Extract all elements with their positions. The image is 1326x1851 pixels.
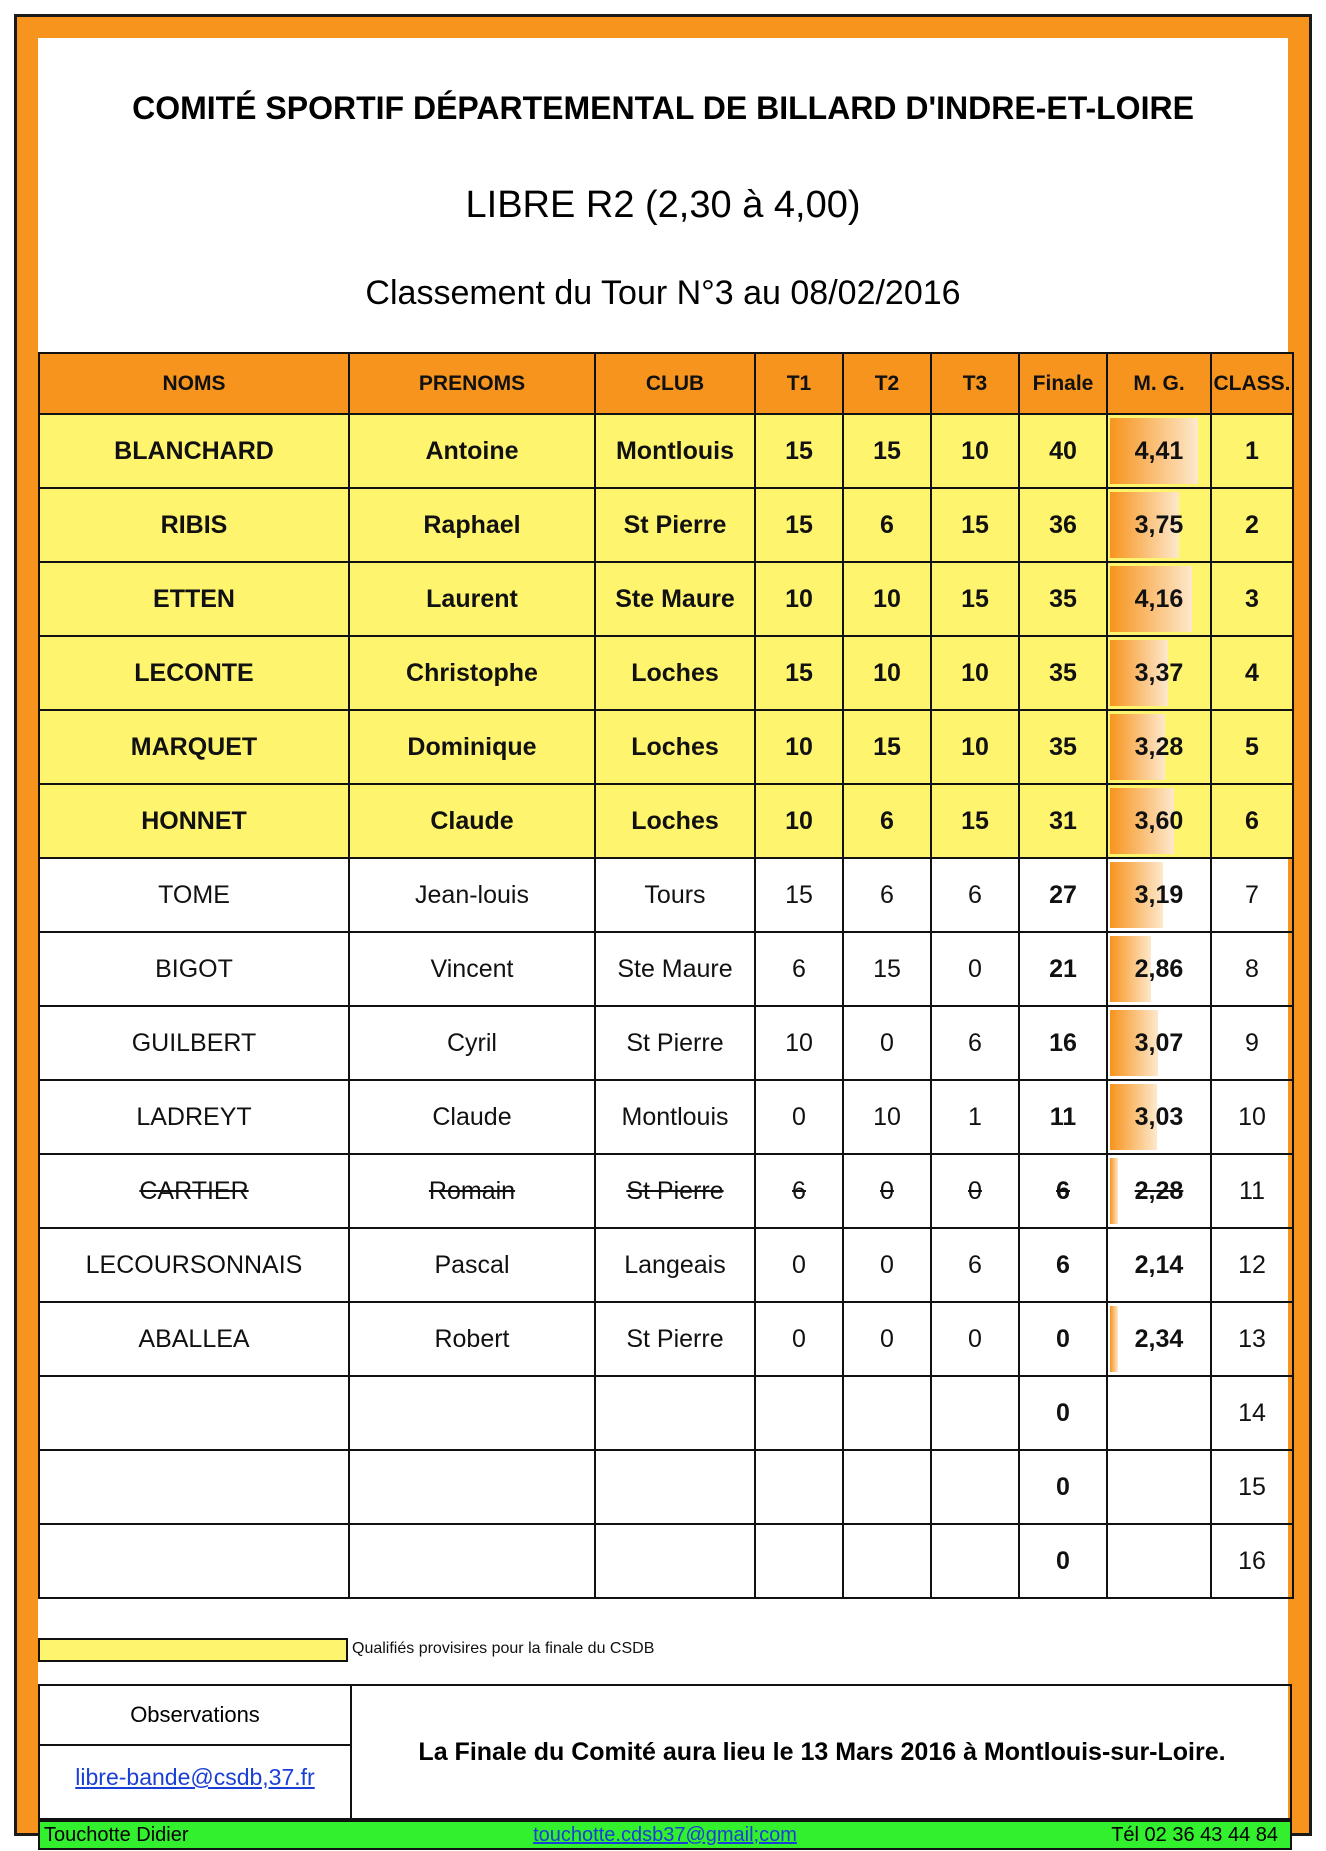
cell-finale: 27	[1019, 858, 1107, 932]
cell-t1: 10	[755, 784, 843, 858]
footer-name: Touchotte Didier	[44, 1824, 189, 1846]
cell-class: 9	[1211, 1006, 1293, 1080]
cell-club	[595, 1376, 755, 1450]
cell-class: 4	[1211, 636, 1293, 710]
table-row	[39, 1524, 1293, 1598]
cell-t1: 15	[755, 488, 843, 562]
cell-class: 3	[1211, 562, 1293, 636]
cell-mg	[1107, 784, 1211, 858]
cell-class: 13	[1211, 1302, 1293, 1376]
cell-t2: 0	[843, 1228, 931, 1302]
cell-nom: GUILBERT	[39, 1006, 349, 1080]
cell-nom: LECONTE	[39, 636, 349, 710]
cell-t3: 6	[931, 858, 1019, 932]
cell-club: Loches	[595, 784, 755, 858]
mg-value: 4,41	[1134, 436, 1184, 465]
cell-mg	[1107, 710, 1211, 784]
cell-class: 1	[1211, 414, 1293, 488]
observations-left	[40, 1686, 352, 1818]
cell-t1	[755, 1524, 843, 1598]
cell-finale: 0	[1019, 1450, 1107, 1524]
cell-finale: 16	[1019, 1006, 1107, 1080]
table-row	[39, 488, 1293, 562]
cell-club: Ste Maure	[595, 932, 755, 1006]
table-row	[39, 1450, 1293, 1524]
cell-mg	[1107, 1006, 1211, 1080]
cell-finale: 35	[1019, 636, 1107, 710]
col-header-mg: M. G.	[1107, 353, 1211, 414]
cell-mg	[1107, 1154, 1211, 1228]
cell-finale: 21	[1019, 932, 1107, 1006]
cell-t1	[755, 1450, 843, 1524]
mg-value: 4,16	[1134, 584, 1184, 613]
cell-t1: 6	[755, 932, 843, 1006]
cell-t2: 0	[843, 1006, 931, 1080]
cell-club: Loches	[595, 636, 755, 710]
mg-value: 3,07	[1134, 1028, 1184, 1057]
committee-title: COMITÉ SPORTIF DÉPARTEMENTAL DE BILLARD D'INDRE-ET-LOIRE	[132, 90, 1194, 126]
cell-class: 5	[1211, 710, 1293, 784]
cell-prenom: Vincent	[349, 932, 595, 1006]
cell-mg	[1107, 488, 1211, 562]
cell-t2: 6	[843, 858, 931, 932]
cell-finale: 35	[1019, 562, 1107, 636]
cell-club: Loches	[595, 710, 755, 784]
cell-club: St Pierre	[595, 488, 755, 562]
qualified-legend-text: Qualifiés provisires pour la finale du CSDB	[352, 1640, 655, 1657]
cell-finale: 6	[1019, 1228, 1107, 1302]
table-row	[39, 1228, 1293, 1302]
cell-t2	[843, 1376, 931, 1450]
footer-bar	[38, 1820, 1292, 1850]
cell-t1: 10	[755, 562, 843, 636]
table-row	[39, 1302, 1293, 1376]
mg-value: 3,60	[1134, 806, 1184, 835]
cell-t3	[931, 1524, 1019, 1598]
cell-mg	[1107, 562, 1211, 636]
col-header-finale: Finale	[1019, 353, 1107, 414]
category-title: LIBRE R2 (2,30 à 4,00)	[465, 184, 861, 226]
cell-nom: TOME	[39, 858, 349, 932]
cell-club: St Pierre	[595, 1006, 755, 1080]
cell-nom: BIGOT	[39, 932, 349, 1006]
cell-prenom: Pascal	[349, 1228, 595, 1302]
mg-value: 2,14	[1134, 1250, 1184, 1279]
cell-prenom: Raphael	[349, 488, 595, 562]
cell-class: 8	[1211, 932, 1293, 1006]
cell-t2: 10	[843, 1080, 931, 1154]
cell-finale: 11	[1019, 1080, 1107, 1154]
cell-nom: CARTIER	[39, 1154, 349, 1228]
cell-nom: BLANCHARD	[39, 414, 349, 488]
cell-finale: 6	[1019, 1154, 1107, 1228]
cell-t1: 0	[755, 1228, 843, 1302]
col-header-class: CLASS.	[1211, 353, 1293, 414]
observations-label: Observations	[40, 1686, 350, 1746]
cell-prenom: Cyril	[349, 1006, 595, 1080]
cell-class: 12	[1211, 1228, 1293, 1302]
cell-prenom	[349, 1376, 595, 1450]
mg-value: 3,19	[1134, 880, 1184, 909]
cell-prenom: Christophe	[349, 636, 595, 710]
cell-club: Ste Maure	[595, 562, 755, 636]
cell-finale: 36	[1019, 488, 1107, 562]
cell-class: 15	[1211, 1450, 1293, 1524]
cell-t2: 0	[843, 1154, 931, 1228]
mg-value: 3,37	[1134, 658, 1184, 687]
cell-nom	[39, 1450, 349, 1524]
cell-t3: 10	[931, 710, 1019, 784]
cell-t2: 6	[843, 784, 931, 858]
cell-mg	[1107, 1228, 1211, 1302]
table-row	[39, 562, 1293, 636]
cell-mg	[1107, 932, 1211, 1006]
cell-prenom: Romain	[349, 1154, 595, 1228]
cell-t2: 15	[843, 710, 931, 784]
cell-club	[595, 1524, 755, 1598]
footer-phone: Tél 02 36 43 44 84	[1111, 1824, 1278, 1846]
table-row	[39, 1006, 1293, 1080]
document-sheet	[38, 38, 1291, 1846]
cell-class: 6	[1211, 784, 1293, 858]
col-header-club: CLUB	[595, 353, 755, 414]
mg-value: 3,75	[1134, 510, 1184, 539]
cell-t1: 0	[755, 1302, 843, 1376]
cell-finale: 31	[1019, 784, 1107, 858]
table-row	[39, 710, 1293, 784]
table-row	[39, 1080, 1293, 1154]
cell-class: 10	[1211, 1080, 1293, 1154]
cell-mg	[1107, 1302, 1211, 1376]
cell-t3: 1	[931, 1080, 1019, 1154]
cell-t1: 6	[755, 1154, 843, 1228]
cell-t1: 15	[755, 636, 843, 710]
cell-prenom: Dominique	[349, 710, 595, 784]
col-header-t1: T1	[755, 353, 843, 414]
mg-value: 3,03	[1134, 1102, 1184, 1131]
cell-nom: ABALLEA	[39, 1302, 349, 1376]
cell-t3	[931, 1450, 1019, 1524]
table-row	[39, 1154, 1293, 1228]
col-header-t3: T3	[931, 353, 1019, 414]
table-row	[39, 858, 1293, 932]
final-announcement: La Finale du Comité aura lieu le 13 Mars 2016 à Montlouis-sur-Loire.	[418, 1738, 1226, 1766]
cell-prenom: Laurent	[349, 562, 595, 636]
cell-t2: 15	[843, 414, 931, 488]
cell-finale: 0	[1019, 1376, 1107, 1450]
cell-class: 14	[1211, 1376, 1293, 1450]
cell-club: Langeais	[595, 1228, 755, 1302]
cell-club: Montlouis	[595, 414, 755, 488]
cell-nom	[39, 1524, 349, 1598]
cell-t2	[843, 1524, 931, 1598]
cell-nom: RIBIS	[39, 488, 349, 562]
cell-mg	[1107, 636, 1211, 710]
cell-prenom: Antoine	[349, 414, 595, 488]
cell-t3: 6	[931, 1006, 1019, 1080]
cell-mg	[1107, 1450, 1211, 1524]
cell-finale: 40	[1019, 414, 1107, 488]
cell-club: Montlouis	[595, 1080, 755, 1154]
ranking-subtitle: Classement du Tour N°3 au 08/02/2016	[365, 274, 961, 312]
table-row	[39, 932, 1293, 1006]
table-row	[39, 784, 1293, 858]
mg-value: 2,34	[1134, 1324, 1184, 1353]
qualified-legend-swatch	[38, 1638, 348, 1662]
cell-t2: 10	[843, 562, 931, 636]
cell-club: St Pierre	[595, 1302, 755, 1376]
cell-mg	[1107, 1524, 1211, 1598]
cell-prenom	[349, 1524, 595, 1598]
table-row	[39, 1376, 1293, 1450]
ranking-table	[38, 352, 1294, 1599]
cell-prenom	[349, 1450, 595, 1524]
footer-email-link[interactable]: touchotte.cdsb37@gmail;com	[533, 1824, 797, 1846]
cell-t1	[755, 1376, 843, 1450]
cell-t3	[931, 1376, 1019, 1450]
cell-t3: 10	[931, 636, 1019, 710]
cell-nom: LADREYT	[39, 1080, 349, 1154]
cell-nom: MARQUET	[39, 710, 349, 784]
cell-t2: 0	[843, 1302, 931, 1376]
cell-t2: 10	[843, 636, 931, 710]
cell-t1: 15	[755, 414, 843, 488]
observations-box	[38, 1684, 1292, 1820]
cell-prenom: Jean-louis	[349, 858, 595, 932]
cell-finale: 0	[1019, 1302, 1107, 1376]
col-header-prenoms: PRENOMS	[349, 353, 595, 414]
col-header-noms: NOMS	[39, 353, 349, 414]
cell-class: 2	[1211, 488, 1293, 562]
cell-club	[595, 1450, 755, 1524]
cell-nom	[39, 1376, 349, 1450]
cell-prenom: Claude	[349, 1080, 595, 1154]
cell-mg	[1107, 1080, 1211, 1154]
cell-finale: 0	[1019, 1524, 1107, 1598]
cell-t3: 15	[931, 562, 1019, 636]
cell-mg	[1107, 414, 1211, 488]
cell-t1: 15	[755, 858, 843, 932]
cell-class: 11	[1211, 1154, 1293, 1228]
cell-class: 16	[1211, 1524, 1293, 1598]
table-row	[39, 414, 1293, 488]
mg-value: 2,86	[1134, 954, 1184, 983]
cell-mg	[1107, 858, 1211, 932]
cell-t3: 10	[931, 414, 1019, 488]
cell-nom: LECOURSONNAIS	[39, 1228, 349, 1302]
cell-t3: 0	[931, 1154, 1019, 1228]
table-header-row	[39, 353, 1293, 414]
cell-club: St Pierre	[595, 1154, 755, 1228]
cell-prenom: Robert	[349, 1302, 595, 1376]
cell-finale: 35	[1019, 710, 1107, 784]
cell-t2: 15	[843, 932, 931, 1006]
table-row	[39, 636, 1293, 710]
cell-t3: 6	[931, 1228, 1019, 1302]
cell-mg	[1107, 1376, 1211, 1450]
col-header-t2: T2	[843, 353, 931, 414]
cell-t3: 15	[931, 488, 1019, 562]
cell-nom: ETTEN	[39, 562, 349, 636]
mg-gradient-bar	[1110, 1306, 1118, 1372]
mg-value: 3,28	[1134, 732, 1184, 761]
cell-t3: 0	[931, 1302, 1019, 1376]
cell-t3: 15	[931, 784, 1019, 858]
cell-t1: 10	[755, 1006, 843, 1080]
cell-t2: 6	[843, 488, 931, 562]
cell-t2	[843, 1450, 931, 1524]
mg-gradient-bar	[1110, 1158, 1118, 1224]
mg-value: 2,28	[1134, 1176, 1184, 1205]
cell-t3: 0	[931, 932, 1019, 1006]
observations-email-link[interactable]: libre-bande@csdb,37.fr	[75, 1764, 315, 1790]
cell-nom: HONNET	[39, 784, 349, 858]
cell-t1: 10	[755, 710, 843, 784]
cell-prenom: Claude	[349, 784, 595, 858]
cell-class: 7	[1211, 858, 1293, 932]
cell-club: Tours	[595, 858, 755, 932]
cell-t1: 0	[755, 1080, 843, 1154]
